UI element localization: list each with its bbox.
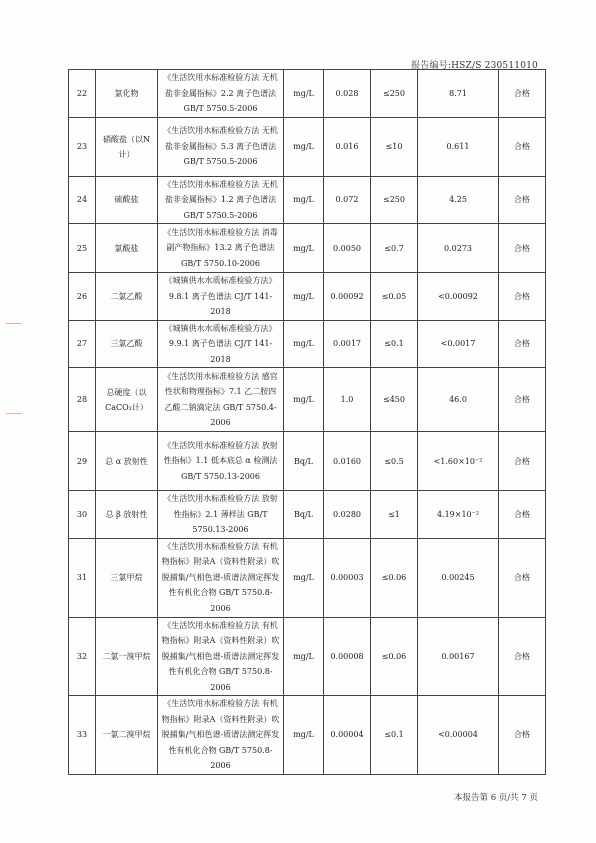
standard-limit: ≤0.1 [371, 320, 418, 368]
test-result: 4.19×10⁻² [418, 491, 499, 539]
unit: mg/L [284, 617, 324, 696]
unit: mg/L [284, 70, 324, 118]
judgment: 合格 [499, 368, 546, 432]
test-method: 《生活饮用水标准检验方法 放射性指标》2.1 薄样法 GB/T 5750.13-2006 [158, 491, 284, 539]
test-item: 氯化物 [96, 70, 158, 118]
test-result: 0.00167 [418, 617, 499, 696]
row-number: 23 [69, 117, 96, 176]
ink-mark [6, 413, 22, 414]
judgment: 合格 [499, 176, 546, 224]
detection-limit: 0.00003 [324, 538, 371, 617]
unit: mg/L [284, 273, 324, 321]
standard-limit: ≤0.05 [371, 273, 418, 321]
test-item: 二氯乙酸 [96, 273, 158, 321]
test-item: 二氯一溴甲烷 [96, 617, 158, 696]
test-item: 三氯乙酸 [96, 320, 158, 368]
standard-limit: ≤1 [371, 491, 418, 539]
unit: mg/L [284, 176, 324, 224]
test-results-table [68, 69, 546, 775]
report-number: 报告编号:HSZ/S 230511010 [411, 61, 538, 71]
test-method: 《生活饮用水标准检验方法 无机盐非金属指标》1.2 离子色谱法 GB/T 5750.5-2006 [158, 176, 284, 224]
test-method: 《生活饮用水标准检验方法 放射性指标》1.1 低本底总 α 检测法 GB/T 5750.13-2006 [158, 432, 284, 491]
row-number: 32 [69, 617, 96, 696]
detection-limit: 1.0 [324, 368, 371, 432]
unit: Bq/L [284, 432, 324, 491]
standard-limit: ≤10 [371, 117, 418, 176]
table-row [69, 368, 546, 432]
detection-limit: 0.0280 [324, 491, 371, 539]
standard-limit: ≤250 [371, 176, 418, 224]
detection-limit: 0.072 [324, 176, 371, 224]
table-row [69, 617, 546, 696]
test-item: 三氯甲烷 [96, 538, 158, 617]
detection-limit: 0.00008 [324, 617, 371, 696]
test-result: 0.611 [418, 117, 499, 176]
unit: mg/L [284, 696, 324, 775]
page-footer: 本报告第 6 页/共 7 页 [454, 793, 538, 803]
standard-limit: ≤0.1 [371, 696, 418, 775]
unit: mg/L [284, 320, 324, 368]
row-number: 22 [69, 70, 96, 118]
table-row [69, 432, 546, 491]
test-method: 《生活饮用水标准检验方法 消毒副产物指标》13.2 离子色谱法 GB/T 5750.10-2006 [158, 224, 284, 273]
detection-limit: 0.0050 [324, 224, 371, 273]
detection-limit: 0.00092 [324, 273, 371, 321]
judgment: 合格 [499, 538, 546, 617]
test-method: 《生活饮用水标准检验方法 有机物指标》附录A（资料性附录）吹脱捕集/气相色谱-质谱法测定挥发性有机化合物 GB/T 5750.8-2006 [158, 696, 284, 775]
test-item: 总 α 放射性 [96, 432, 158, 491]
row-number: 30 [69, 491, 96, 539]
test-result: <0.00092 [418, 273, 499, 321]
detection-limit: 0.00004 [324, 696, 371, 775]
unit: mg/L [284, 538, 324, 617]
row-number: 25 [69, 224, 96, 273]
test-item: 总 β 放射性 [96, 491, 158, 539]
detection-limit: 0.016 [324, 117, 371, 176]
judgment: 合格 [499, 491, 546, 539]
standard-limit: ≤250 [371, 70, 418, 118]
table-row [69, 176, 546, 224]
judgment: 合格 [499, 320, 546, 368]
standard-limit: ≤0.7 [371, 224, 418, 273]
test-result: 0.0273 [418, 224, 499, 273]
test-item: 硫酸盐 [96, 176, 158, 224]
test-method: 《生活饮用水标准检验方法 有机物指标》附录A（资料性附录）吹脱捕集/气相色谱-质谱法测定挥发性有机化合物 GB/T 5750.8-2006 [158, 538, 284, 617]
table-row [69, 320, 546, 368]
test-item: 总硬度（以CaCO₃计） [96, 368, 158, 432]
unit: mg/L [284, 368, 324, 432]
row-number: 29 [69, 432, 96, 491]
test-method: 《生活饮用水标准检验方法 无机盐非金属指标》5.3 离子色谱法 GB/T 5750.5-2006 [158, 117, 284, 176]
table-row [69, 224, 546, 273]
ink-mark [6, 323, 22, 324]
judgment: 合格 [499, 273, 546, 321]
row-number: 24 [69, 176, 96, 224]
row-number: 27 [69, 320, 96, 368]
standard-limit: ≤0.5 [371, 432, 418, 491]
table-row [69, 491, 546, 539]
judgment: 合格 [499, 432, 546, 491]
judgment: 合格 [499, 617, 546, 696]
test-method: 《生活饮用水标准检验方法 有机物指标》附录A（资料性附录）吹脱捕集/气相色谱-质谱法测定挥发性有机化合物 GB/T 5750.8-2006 [158, 617, 284, 696]
test-result: <0.00004 [418, 696, 499, 775]
detection-limit: 0.0160 [324, 432, 371, 491]
table-body [69, 70, 546, 775]
unit: mg/L [284, 117, 324, 176]
standard-limit: ≤0.06 [371, 617, 418, 696]
unit: Bq/L [284, 491, 324, 539]
row-number: 31 [69, 538, 96, 617]
test-item: 氯酸盐 [96, 224, 158, 273]
table-row [69, 538, 546, 617]
test-result: 0.00245 [418, 538, 499, 617]
test-method: 《生活饮用水标准检验方法 感官性状和物理指标》7.1 乙二胺四乙酸二钠滴定法 GB/T 5750.4-2006 [158, 368, 284, 432]
standard-limit: ≤450 [371, 368, 418, 432]
test-result: 8.71 [418, 70, 499, 118]
test-result: 46.0 [418, 368, 499, 432]
table-row [69, 70, 546, 118]
row-number: 33 [69, 696, 96, 775]
test-result: <0.0017 [418, 320, 499, 368]
judgment: 合格 [499, 224, 546, 273]
table-row [69, 117, 546, 176]
unit: mg/L [284, 224, 324, 273]
test-method: 《城镇供水水质标准检验方法》 9.8.1 离子色谱法 CJ/T 141-2018 [158, 273, 284, 321]
test-item: 硝酸盐（以N计） [96, 117, 158, 176]
row-number: 28 [69, 368, 96, 432]
table-row [69, 696, 546, 775]
judgment: 合格 [499, 117, 546, 176]
test-item: 一氯二溴甲烷 [96, 696, 158, 775]
test-result: 4.25 [418, 176, 499, 224]
test-method: 《城镇供水水质标准检验方法》 9.9.1 离子色谱法 CJ/T 141-2018 [158, 320, 284, 368]
row-number: 26 [69, 273, 96, 321]
detection-limit: 0.028 [324, 70, 371, 118]
standard-limit: ≤0.06 [371, 538, 418, 617]
test-result: <1.60×10⁻² [418, 432, 499, 491]
detection-limit: 0.0017 [324, 320, 371, 368]
judgment: 合格 [499, 696, 546, 775]
test-method: 《生活饮用水标准检验方法 无机盐非金属指标》2.2 离子色谱法 GB/T 5750.5-2006 [158, 70, 284, 118]
table-row [69, 273, 546, 321]
judgment: 合格 [499, 70, 546, 118]
